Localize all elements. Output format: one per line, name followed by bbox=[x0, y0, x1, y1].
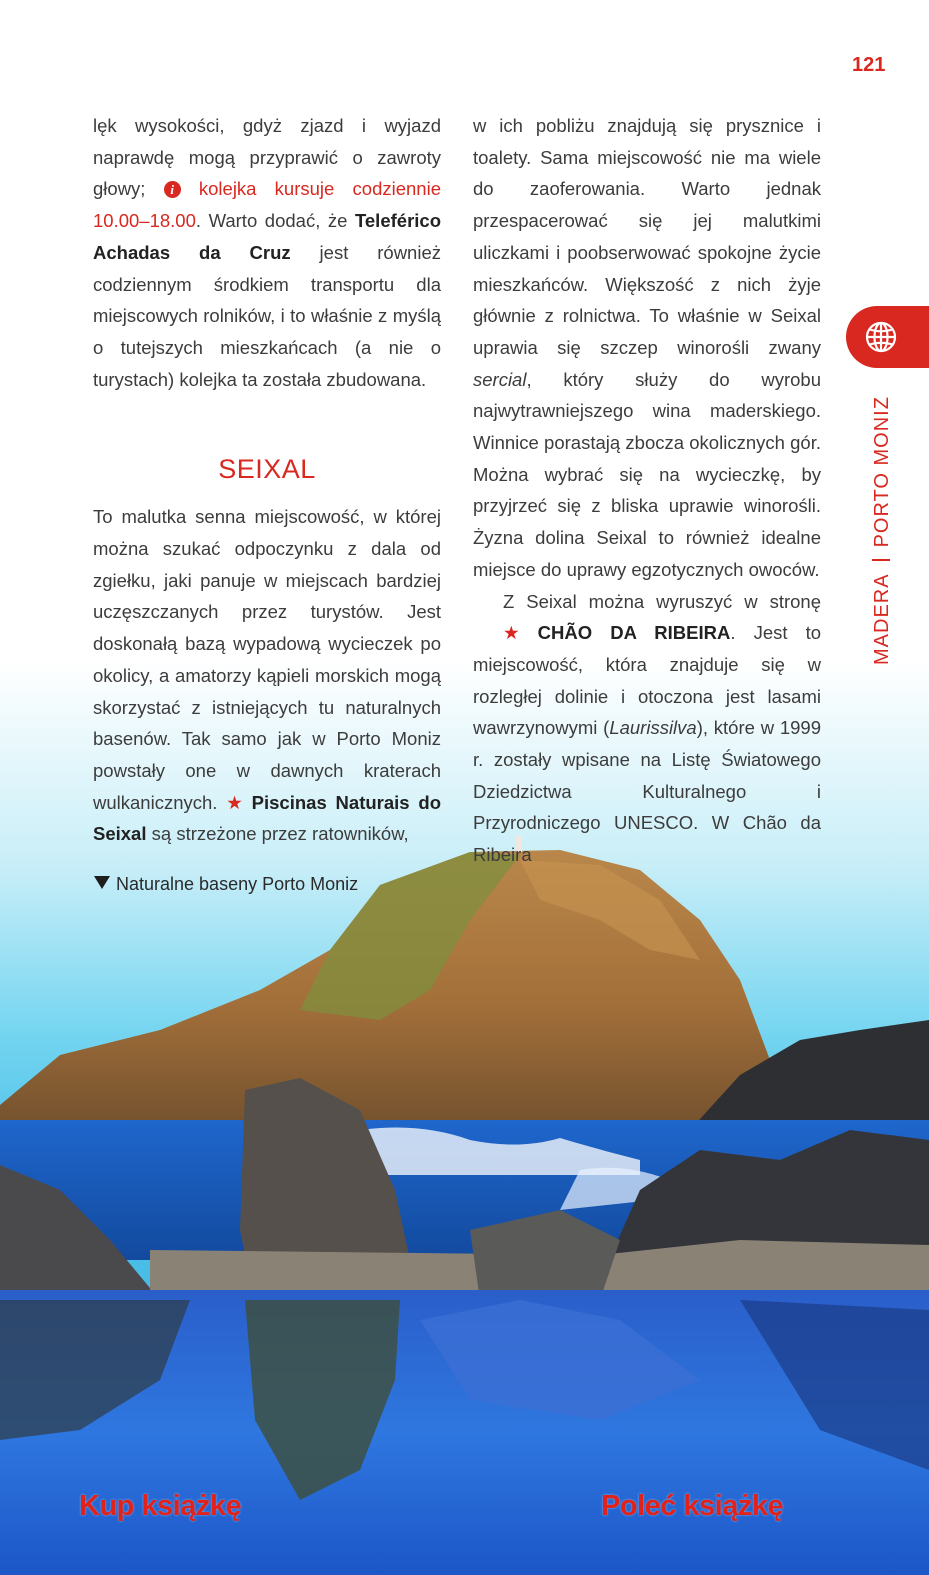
star-icon: ★ bbox=[226, 791, 243, 813]
chapter-label bbox=[871, 396, 894, 665]
place-label: PORTO MONIZ bbox=[871, 396, 893, 548]
place-name: CHÃO DA RIBEIRA bbox=[537, 622, 731, 644]
paragraph-cable-car: lęk wysokości, gdyż zjazd i wyjazd naprawdę mogą przyprawić o zawroty głowy; i kolejka kursuje codziennie 10.00–18.00. Warto dodać, że Teleférico Achadas da Cruz jest również codziennym środkiem transportu dla miejscowych rolników, i to właśnie z myślą o tutejszych mieszkańcach (a nie o turystach) kolejka ta została zbudowana. bbox=[93, 115, 441, 390]
left-column bbox=[93, 110, 441, 850]
paragraph-wine: w ich pobliżu znajdują się prysznice i toalety. Sama miejscowość nie ma wiele do zaoferowania. Warto jednak przespacerować się jej malutkimi uliczkami i poobserwować spokojne życie mieszkańców. Większość z nich żyje głównie z rolnictwa. To właśnie w Seixal uprawia się szczep winorośli zwany sercial, który służy do wyrobu najwytrawniejszego wina maderskiego. Winnice porastają zbocza okolicznych gór. Można wybrać się na wycieczkę, by przyjrzeć się z bliska uprawie winorośli. Żyzna dolina Seixal to również idealne miejsce do uprawy egzotycznych owoców. bbox=[473, 115, 821, 580]
chapter-tab bbox=[846, 306, 929, 368]
paragraph-seixal: To malutka senna miejscowość, w której można szukać odpoczynku z dala od zgiełku, jaki panuje w miejscach bardziej uczęszczanych przez turystów. Jest doskonałą bazą wypadową wycieczek po okolicy, a amatorzy kąpieli morskich mogą skorzystać z istniejących tu naturalnych basenów. Tak samo jak w Porto Moniz powstały one w dawnych kraterach wulkanicznych. ★ Piscinas Naturais do Seixal są strzeżone przez ratowników, bbox=[93, 506, 441, 845]
paragraph-chao-da-ribeira: Z Seixal można wyruszyć w stronę ★ CHÃO DA RIBEIRA. Jest to miejscowość, która znajduje się w rozległej dolinie i otoczona jest lasami wawrzynowymi (Laurissilva), które w 1999 r. zostały wpisane na Listę Światowego Dziedzictwa Kulturalnego i Przyrodniczego UNESCO. W Chão da Ribeira bbox=[473, 590, 822, 866]
place-name: Piscinas Naturais do Seixal bbox=[93, 791, 441, 845]
place-name: Teleférico Achadas da Cruz bbox=[93, 210, 441, 263]
right-column bbox=[473, 110, 821, 871]
photo-caption: Naturalne baseny Porto Moniz bbox=[94, 874, 358, 895]
globe-icon bbox=[864, 320, 898, 354]
buy-book-link[interactable]: Kup książkę bbox=[79, 1490, 242, 1522]
divider bbox=[872, 559, 890, 561]
triangle-down-icon bbox=[94, 876, 110, 889]
recommend-book-link[interactable]: Poleć książkę bbox=[601, 1490, 784, 1522]
star-icon: ★ bbox=[503, 622, 520, 644]
page-number: 121 bbox=[852, 54, 886, 76]
opening-hours: kolejka kursuje codziennie 10.00–18.00 bbox=[93, 178, 441, 232]
info-icon: i bbox=[164, 181, 181, 198]
section-title: SEIXAL bbox=[218, 454, 316, 485]
region-label: MADERA bbox=[871, 573, 893, 665]
